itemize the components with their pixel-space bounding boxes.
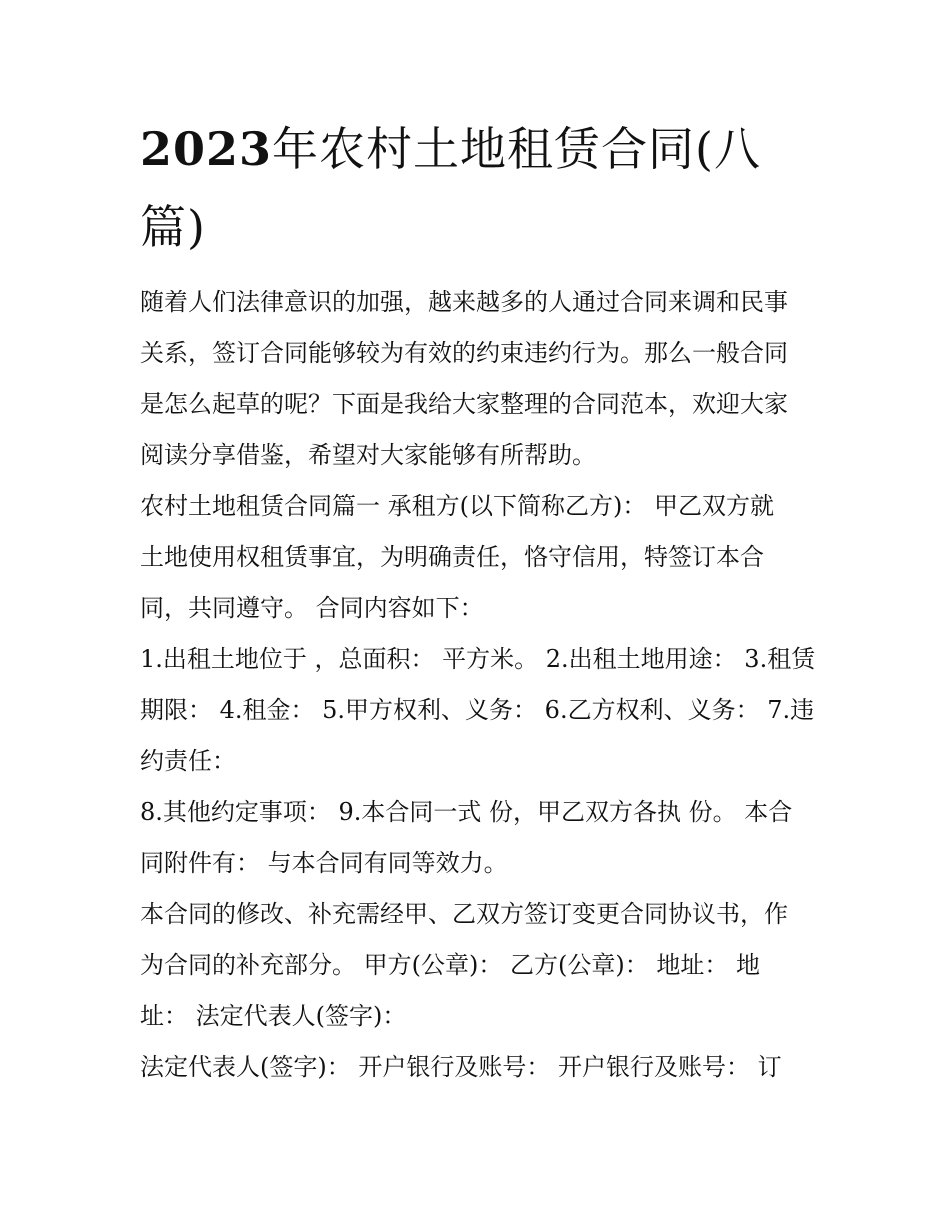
title-text-line2: 篇): [140, 200, 206, 254]
text-line: 址： 法定代表人(签字)：: [140, 1002, 407, 1030]
text-line: 法定代表人(签字)： 开户银行及账号： 开户银行及账号： 订: [140, 1053, 782, 1081]
title-text: 年农村土地租赁合同(八: [272, 122, 761, 176]
paragraph-intro: [140, 277, 820, 481]
text-line: 为合同的补充部分。 甲方(公章)： 乙方(公章)： 地址： 地: [140, 951, 760, 979]
paragraph-signatures: [140, 1042, 820, 1093]
paragraph-clauses: [140, 634, 820, 787]
text-line: 阅读分享借鉴，希望对大家能够有所帮助。: [140, 441, 596, 469]
text-line: 1.出租土地位于 ，总面积： 平方米。 2.出租土地用途： 3.租赁: [140, 645, 816, 673]
text-line: 本合同的修改、补充需经甲、乙双方签订变更合同协议书，作: [140, 900, 788, 928]
title-year: 2023: [140, 122, 273, 176]
text-line: 土地使用权租赁事宜，为明确责任，恪守信用，特签订本合: [140, 543, 764, 571]
document-body: [140, 277, 820, 1093]
paragraph-amendments: [140, 889, 820, 1042]
text-line: 随着人们法律意识的加强，越来越多的人通过合同来调和民事: [140, 288, 788, 316]
text-line: 同，共同遵守。 合同内容如下：: [140, 594, 484, 622]
paragraph-other-terms: [140, 787, 820, 889]
text-line: 同附件有： 与本合同有同等效力。: [140, 849, 508, 877]
paragraph-contract-one: [140, 481, 820, 634]
text-line: 是怎么起草的呢？下面是我给大家整理的合同范本，欢迎大家: [140, 390, 788, 418]
document-title: [140, 110, 820, 266]
text-line: 约责任：: [140, 747, 236, 775]
text-line: 8.其他约定事项： 9.本合同一式 份，甲乙双方各执 份。 本合: [140, 798, 793, 826]
text-line: 期限： 4.租金： 5.甲方权利、义务： 6.乙方权利、义务： 7.违: [140, 696, 815, 724]
text-line: 农村土地租赁合同篇一 承租方(以下简称乙方)： 甲乙双方就: [140, 492, 774, 520]
text-line: 关系，签订合同能够较为有效的约束违约行为。那么一般合同: [140, 339, 788, 367]
